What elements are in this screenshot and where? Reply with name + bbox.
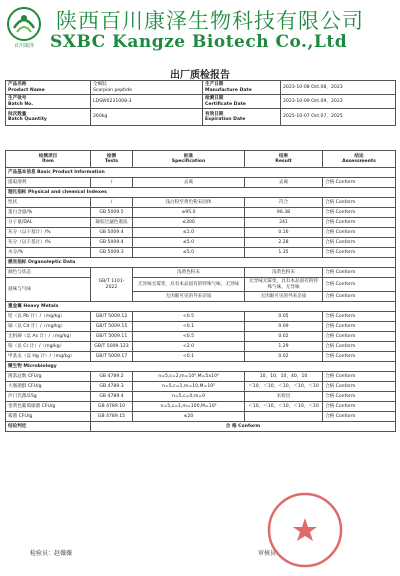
info-value: 全蝎肽 Scorpion peptide bbox=[91, 81, 203, 95]
info-value: 260kg bbox=[91, 109, 203, 126]
reviewer-signature: 审核员： bbox=[258, 550, 283, 557]
table-row bbox=[6, 238, 396, 248]
row-result: 无异味无霉变，具有本品固有的特殊气味，无异味 bbox=[245, 278, 323, 292]
info-label: 生产批号 Batch No. bbox=[6, 95, 91, 109]
row-spec: n=5,c=1,m=100,M=10³ bbox=[133, 402, 245, 412]
info-row bbox=[6, 95, 396, 109]
row-tests: GB 4789.15 bbox=[91, 412, 133, 422]
section-title: 重金属 Heavy Metals bbox=[6, 302, 396, 312]
row-assessment: 合格 Conform bbox=[323, 412, 396, 422]
section-title: 感官指标 Organoleptic Data bbox=[6, 258, 396, 268]
row-result: 0.02 bbox=[245, 352, 323, 362]
row-assessment: 合格 Conform bbox=[323, 268, 396, 278]
row-tests: / bbox=[91, 178, 133, 188]
row-tests: GB 4789.3 bbox=[91, 382, 133, 392]
row-item: 甲基汞（以 Hg 计）/（mg/kg） bbox=[6, 352, 91, 362]
row-assessment: 合格 Conform bbox=[323, 372, 396, 382]
table-row bbox=[6, 312, 396, 322]
row-result: 96.38 bbox=[245, 208, 323, 218]
row-spec: ≤5.0 bbox=[133, 238, 245, 248]
row-item: 颜色与状态 bbox=[6, 268, 91, 278]
header-tests: 检测 Tests bbox=[91, 151, 133, 168]
table-row bbox=[6, 382, 396, 392]
row-spec: ≤5.0 bbox=[133, 248, 245, 258]
row-result: 241 bbox=[245, 218, 323, 228]
header-spec: 标准 Specification bbox=[133, 151, 245, 168]
row-assessment: 合格 Conform bbox=[323, 278, 396, 292]
table-header-row bbox=[6, 151, 396, 168]
row-spec: ≤1.0 bbox=[133, 228, 245, 238]
row-result: 10，10，10，40，10 bbox=[245, 372, 323, 382]
row-assessment: 合格 Conform bbox=[323, 238, 396, 248]
row-spec: ≥95.0 bbox=[133, 208, 245, 218]
row-spec: <0.1 bbox=[133, 322, 245, 332]
row-assessment: 合格 Conform bbox=[323, 312, 396, 322]
row-assessment: 合格 Conform bbox=[323, 198, 396, 208]
row-item: 灰分（以干基计）/% bbox=[6, 238, 91, 248]
row-result: 0.16 bbox=[245, 228, 323, 238]
row-item: 铬（以 Cr 计）/（mg/kg） bbox=[6, 342, 91, 352]
table-row bbox=[6, 412, 396, 422]
row-item: 水分/% bbox=[6, 248, 91, 258]
section-header-row bbox=[6, 168, 396, 178]
header-result: 结果 Result bbox=[245, 151, 323, 168]
company-header bbox=[0, 0, 400, 60]
table-row bbox=[6, 402, 396, 412]
row-spec: 去离 bbox=[133, 178, 245, 188]
row-assessment: 合格 Conform bbox=[323, 248, 396, 258]
row-tests: GB/T 5009.12 bbox=[91, 312, 133, 322]
row-spec: <0.5 bbox=[133, 312, 245, 322]
table-row bbox=[6, 178, 396, 188]
conclusion-label: 结论判定 bbox=[6, 422, 91, 432]
report-title: 出厂质检报告 bbox=[170, 70, 230, 81]
row-result: 浅黄色粉末 bbox=[245, 268, 323, 278]
row-item: 提取溶剂 bbox=[6, 178, 91, 188]
table-row bbox=[6, 372, 396, 382]
row-item: 金黄色葡萄球菌 CFU/g bbox=[6, 402, 91, 412]
info-value: 2023-10-08 Oct.08，2023 bbox=[281, 81, 396, 95]
row-tests: GB/T 5009.17 bbox=[91, 352, 133, 362]
row-item: 蛋白含量/% bbox=[6, 208, 91, 218]
info-label: 有效日期 Expiration Date bbox=[203, 109, 281, 126]
table-row bbox=[6, 268, 396, 278]
table-row bbox=[6, 332, 396, 342]
row-spec: n=5,c=1,m=10,M=10² bbox=[133, 382, 245, 392]
row-tests: GB/T 5009.123 bbox=[91, 342, 133, 352]
row-item: 沙门氏菌/25g bbox=[6, 392, 91, 402]
table-row bbox=[6, 218, 396, 228]
table-row bbox=[6, 208, 396, 218]
info-value: 2025-10-07 Oct.07，2025 bbox=[281, 109, 396, 126]
section-header-row bbox=[6, 362, 396, 372]
section-header-row bbox=[6, 302, 396, 312]
table-row bbox=[6, 392, 396, 402]
row-result: ＜10，＜10，＜10，＜10，＜10 bbox=[245, 382, 323, 392]
conclusion-row bbox=[6, 422, 396, 432]
row-tests: GB 4789.2 bbox=[91, 372, 133, 382]
row-result: 0.02 bbox=[245, 332, 323, 342]
table-row bbox=[6, 342, 396, 352]
logo-caption: 百川康泽 bbox=[13, 43, 34, 49]
table-row bbox=[6, 248, 396, 258]
company-logo-icon bbox=[6, 6, 42, 42]
row-result bbox=[245, 412, 323, 422]
row-tests: / bbox=[91, 198, 133, 208]
row-spec: 浅黄色粉末 bbox=[133, 268, 245, 278]
row-item: 滋味与气味 bbox=[6, 278, 91, 302]
section-title: 微生物 Microbiology bbox=[6, 362, 396, 372]
row-result: 符合 bbox=[245, 198, 323, 208]
company-name-cn: 陕西百川康泽生物科技有限公司 bbox=[56, 9, 364, 33]
row-item: 菌落总数 CFU/g bbox=[6, 372, 91, 382]
row-item: 霉菌 CFU/g bbox=[6, 412, 91, 422]
info-label: 批次数量 Batch Quantity bbox=[6, 109, 91, 126]
row-spec: ≤20 bbox=[133, 412, 245, 422]
row-tests: GB 5009.4 bbox=[91, 238, 133, 248]
info-value: LDSW0231008-3 bbox=[91, 95, 203, 109]
row-tests: GB 5009.5 bbox=[91, 208, 133, 218]
row-assessment: 合格 Conform bbox=[323, 332, 396, 342]
row-item: 大肠菌群 CFU/g bbox=[6, 382, 91, 392]
row-spec: <0.1 bbox=[133, 352, 245, 362]
row-spec: n=5,c=2,m=10⁴,M=5x10⁴ bbox=[133, 372, 245, 382]
row-spec: n=5,c=0,m=0 bbox=[133, 392, 245, 402]
row-result: 0.09 bbox=[245, 322, 323, 332]
row-result: 1.35 bbox=[245, 248, 323, 258]
test-results-table bbox=[5, 150, 396, 432]
product-info-table bbox=[5, 80, 396, 126]
row-result: 1.29 bbox=[245, 342, 323, 352]
company-seal-icon bbox=[265, 490, 345, 570]
row-spec: 无肉眼可见的外来杂质 bbox=[133, 292, 245, 302]
row-tests: 凝胶过滤色谱法 bbox=[91, 218, 133, 228]
company-name-en: SXBC Kangze Biotech Co.,Ltd bbox=[50, 32, 348, 52]
row-result: 无肉眼可见的外来杂质 bbox=[245, 292, 323, 302]
row-tests: GB/T 5009.11 bbox=[91, 332, 133, 342]
row-tests: GB 4789.4 bbox=[91, 392, 133, 402]
table-row bbox=[6, 278, 396, 292]
row-tests: GB 5009.3 bbox=[91, 248, 133, 258]
row-tests: GB/T 1101-2022 bbox=[91, 268, 133, 302]
info-label: 产品名称 Product Name bbox=[6, 81, 91, 95]
row-assessment: 合格 Conform bbox=[323, 352, 396, 362]
row-item: 分子量/DAL bbox=[6, 218, 91, 228]
row-item: 灰分（以干基计）/% bbox=[6, 228, 91, 238]
section-header-row bbox=[6, 188, 396, 198]
row-spec: ≤300 bbox=[133, 218, 245, 228]
row-result: 0.05 bbox=[245, 312, 323, 322]
row-assessment: 合格 Conform bbox=[323, 322, 396, 332]
info-value: 2023-10-09 Oct.09，2023 bbox=[281, 95, 396, 109]
row-assessment: 合格 Conform bbox=[323, 382, 396, 392]
info-label: 生产日期 Manufacture Date bbox=[203, 81, 281, 95]
row-assessment: 合格 Conform bbox=[323, 342, 396, 352]
section-title: 理化指标 Physical and chemical Indexes bbox=[6, 188, 396, 198]
table-row bbox=[6, 322, 396, 332]
inspector-signature: 检验员：赵薇薇 bbox=[30, 550, 73, 557]
row-item: 性状 bbox=[6, 198, 91, 208]
row-spec: <2.0 bbox=[133, 342, 245, 352]
row-result: ＜10，＜10，＜10，＜10，＜10 bbox=[245, 402, 323, 412]
row-result: 未检出 bbox=[245, 392, 323, 402]
row-assessment: 合格 Conform bbox=[323, 178, 396, 188]
row-item: 镉（以 Cd 计）/（mg/kg） bbox=[6, 322, 91, 332]
table-row bbox=[6, 228, 396, 238]
info-row bbox=[6, 81, 396, 95]
row-assessment: 合格 Conform bbox=[323, 218, 396, 228]
row-result: 2.28 bbox=[245, 238, 323, 248]
section-header-row bbox=[6, 258, 396, 268]
row-spec: 无异味无霉变，具有本品固有的特殊气味，无异味 bbox=[133, 278, 245, 292]
table-row bbox=[6, 198, 396, 208]
header-item: 检测项目 Item bbox=[6, 151, 91, 168]
row-assessment: 合格 Conform bbox=[323, 402, 396, 412]
row-result: 去离 bbox=[245, 178, 323, 188]
row-tests: GB 5009.4 bbox=[91, 228, 133, 238]
row-spec: 浅白粉至黄色粉末固体 bbox=[133, 198, 245, 208]
row-assessment: 合格 Conform bbox=[323, 208, 396, 218]
row-item: 无机砷（以 As 计）/（mg/kg） bbox=[6, 332, 91, 342]
header-assessments: 结论 Assessments bbox=[323, 151, 396, 168]
info-row bbox=[6, 109, 396, 126]
row-tests: GB/T 5009.15 bbox=[91, 322, 133, 332]
row-assessment: 合格 Conform bbox=[323, 392, 396, 402]
row-item: 铅（以 Pb 计）/（mg/kg） bbox=[6, 312, 91, 322]
info-label: 检测日期 Certificate Date bbox=[203, 95, 281, 109]
table-row bbox=[6, 352, 396, 362]
row-assessment: 合格 Conform bbox=[323, 292, 396, 302]
row-tests: GB 4789.10 bbox=[91, 402, 133, 412]
section-title: 产品基本信息 Basic Product Information bbox=[6, 168, 396, 178]
row-assessment: 合格 Conform bbox=[323, 228, 396, 238]
conclusion-value: 合 格 Conform bbox=[91, 422, 396, 432]
row-spec: <0.5 bbox=[133, 332, 245, 342]
